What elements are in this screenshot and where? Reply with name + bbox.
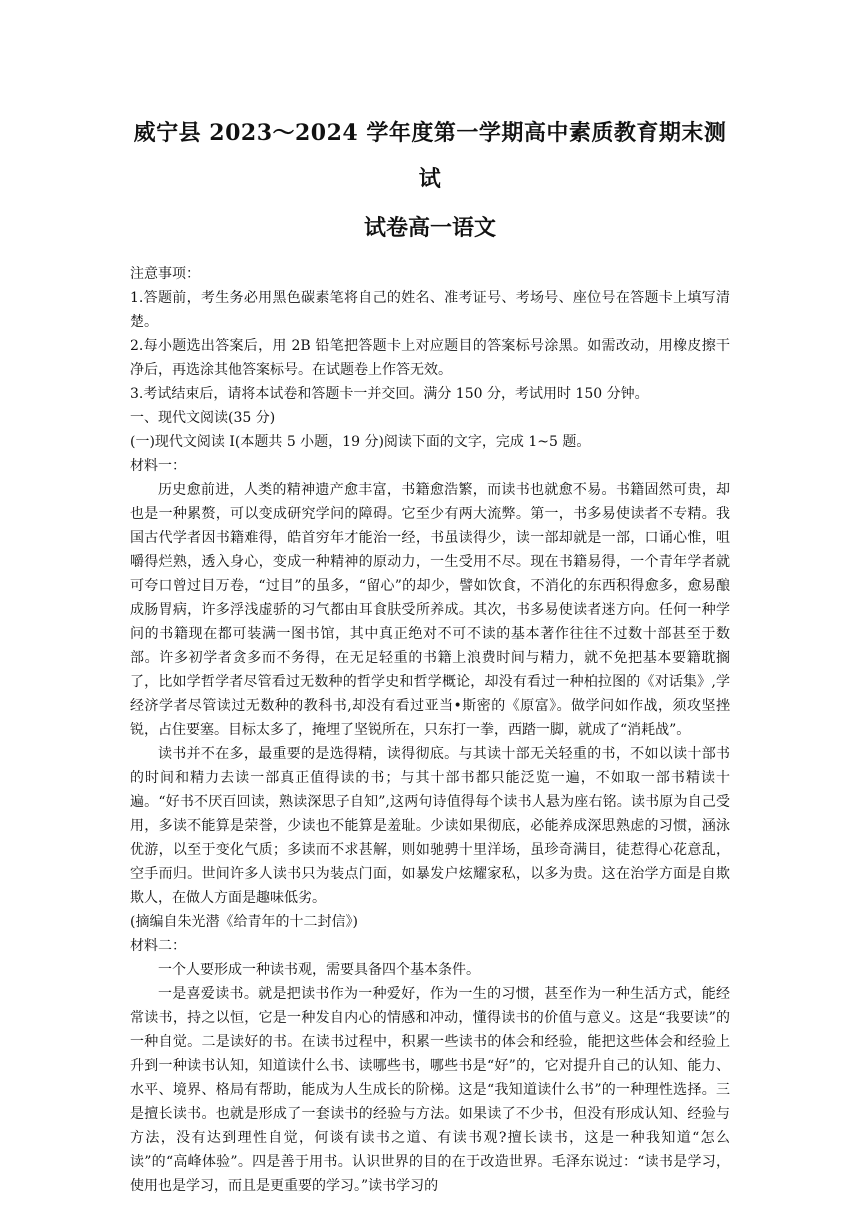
material-source: (摘编自朱光潜《给青年的十二封信》) <box>130 914 358 930</box>
notice-heading: 注意事项： <box>130 266 200 282</box>
material-label: 材料二： <box>130 938 186 954</box>
notice-item: 3.考试结束后，请将本试卷和答题卡一并交回。满分 150 分，考试用时 150 分钟。 <box>130 386 649 402</box>
material-paragraph: 读书并不在多，最重要的是选得精，读得彻底。与其读十部无关轻重的书，不如以读十部书的时间和精力去读一部真正值得读的书；与其十部书都只能泛览一遍，不如取一部书精读十遍。“好书不厌百回读，熟读深思子自知”,这两句诗值得每个读书人悬为座右铭。读书原为自己受用，多读不能算是荣誉，少读也不能算是羞耻。少读如果彻底，必能养成深思熟虑的习惯，涵泳优游，以至于变化气质；多读而不求甚解，则如驰骋十里洋场，虽珍奇满目，徒惹得心花意乱，空手而归。世间许多人读书只为装点门面，如暴发户炫耀家私，以多为贵。这在治学方面是自欺欺人，在做人方面是趣味低劣。 <box>130 746 730 906</box>
material-label: 材料一： <box>130 458 186 474</box>
subsection-heading: (一)现代文阅读 I(本题共 5 小题，19 分)阅读下面的文字，完成 1~5 题。 <box>130 434 591 450</box>
material-paragraph: 历史愈前进，人类的精神遗产愈丰富，书籍愈浩繁，而读书也就愈不易。书籍固然可贵，却也是一种累赘，可以变成研究学问的障碍。它至少有两大流弊。第一，书多易使读者不专精。我国古代学者因书籍难得，皓首穷年才能治一经，书虽读得少，读一部却就是一部，口诵心惟，咀嚼得烂熟，透入身心，变成一种精神的原动力，一生受用不尽。现在书籍易得，一个青年学者就可夸口曾过目万卷，“过目”的虽多，“留心”的却少，譬如饮食，不消化的东西积得愈多，愈易酿成肠胃病，许多浮浅虚骄的习气都由耳食肤受所养成。其次，书多易使读者迷方向。任何一种学问的书籍现在都可装满一图书馆，其中真正绝对不可不读的基本著作往往不过数十部甚至于数部。许多初学者贪多而不务得，在无足轻重的书籍上浪费时间与精力，就不免把基本要籍耽搁了，比如学哲学者尽管看过无数种的哲学史和哲学概论，却没有看过一种柏拉图的《对话集》,学经济学者尽管读过无数种的教科书,却没有看过亚当•斯密的《原富》。做学问如作战，须攻坚挫锐，占住要塞。目标太多了，掩埋了坚锐所在，只东打一拳，西踏一脚，就成了“消耗战”。 <box>130 482 730 738</box>
exam-title: 威宁县 2023～2024 学年度第一学期高中素质教育期末测试 <box>133 120 727 192</box>
material-paragraph: 一是喜爱读书。就是把读书作为一种爱好，作为一生的习惯，甚至作为一种生活方式，能经常读书，持之以恒，它是一种发自内心的情感和冲动，懂得读书的价值与意义。这是“我要读”的一种自觉。二是读好的书。在读书过程中，积累一些读书的体会和经验，能把这些体会和经验上升到一种读书认知，知道读什么书、读哪些书，哪些书是“好”的，它对提升自己的认知、能力、水平、境界、格局有帮助，能成为人生成长的阶梯。这是“我知道读什么书”的一种理性选择。三是擅长读书。也就是形成了一套读书的经验与方法。如果读了不少书，但没有形成认知、经验与方法，没有达到理性自觉，何谈有读书之道、有读书观?擅长读书，这是一种我知道“怎么读”的“高峰体验”。四是善于用书。认识世界的目的在于改造世界。毛泽东说过：“读书是学习，使用也是学习，而且是更重要的学习。”读书学习的 <box>130 986 730 1194</box>
notice-item: 1.答题前，考生务必用黑色碳素笔将自己的姓名、准考证号、考场号、座位号在答题卡上填写清楚。 <box>130 290 730 330</box>
material-paragraph: 一个人要形成一种读书观，需要具备四个基本条件。 <box>158 962 480 978</box>
exam-page <box>130 110 730 1198</box>
exam-body <box>130 262 730 1198</box>
notice-item: 2.每小题选出答案后，用 2B 铅笔把答题卡上对应题目的答案标号涂黑。如需改动，用橡皮擦干净后，再选涂其他答案标号。在试题卷上作答无效。 <box>130 338 730 378</box>
exam-subtitle: 试卷高一语文 <box>363 215 496 241</box>
section-heading: 一、现代文阅读(35 分) <box>130 410 276 426</box>
